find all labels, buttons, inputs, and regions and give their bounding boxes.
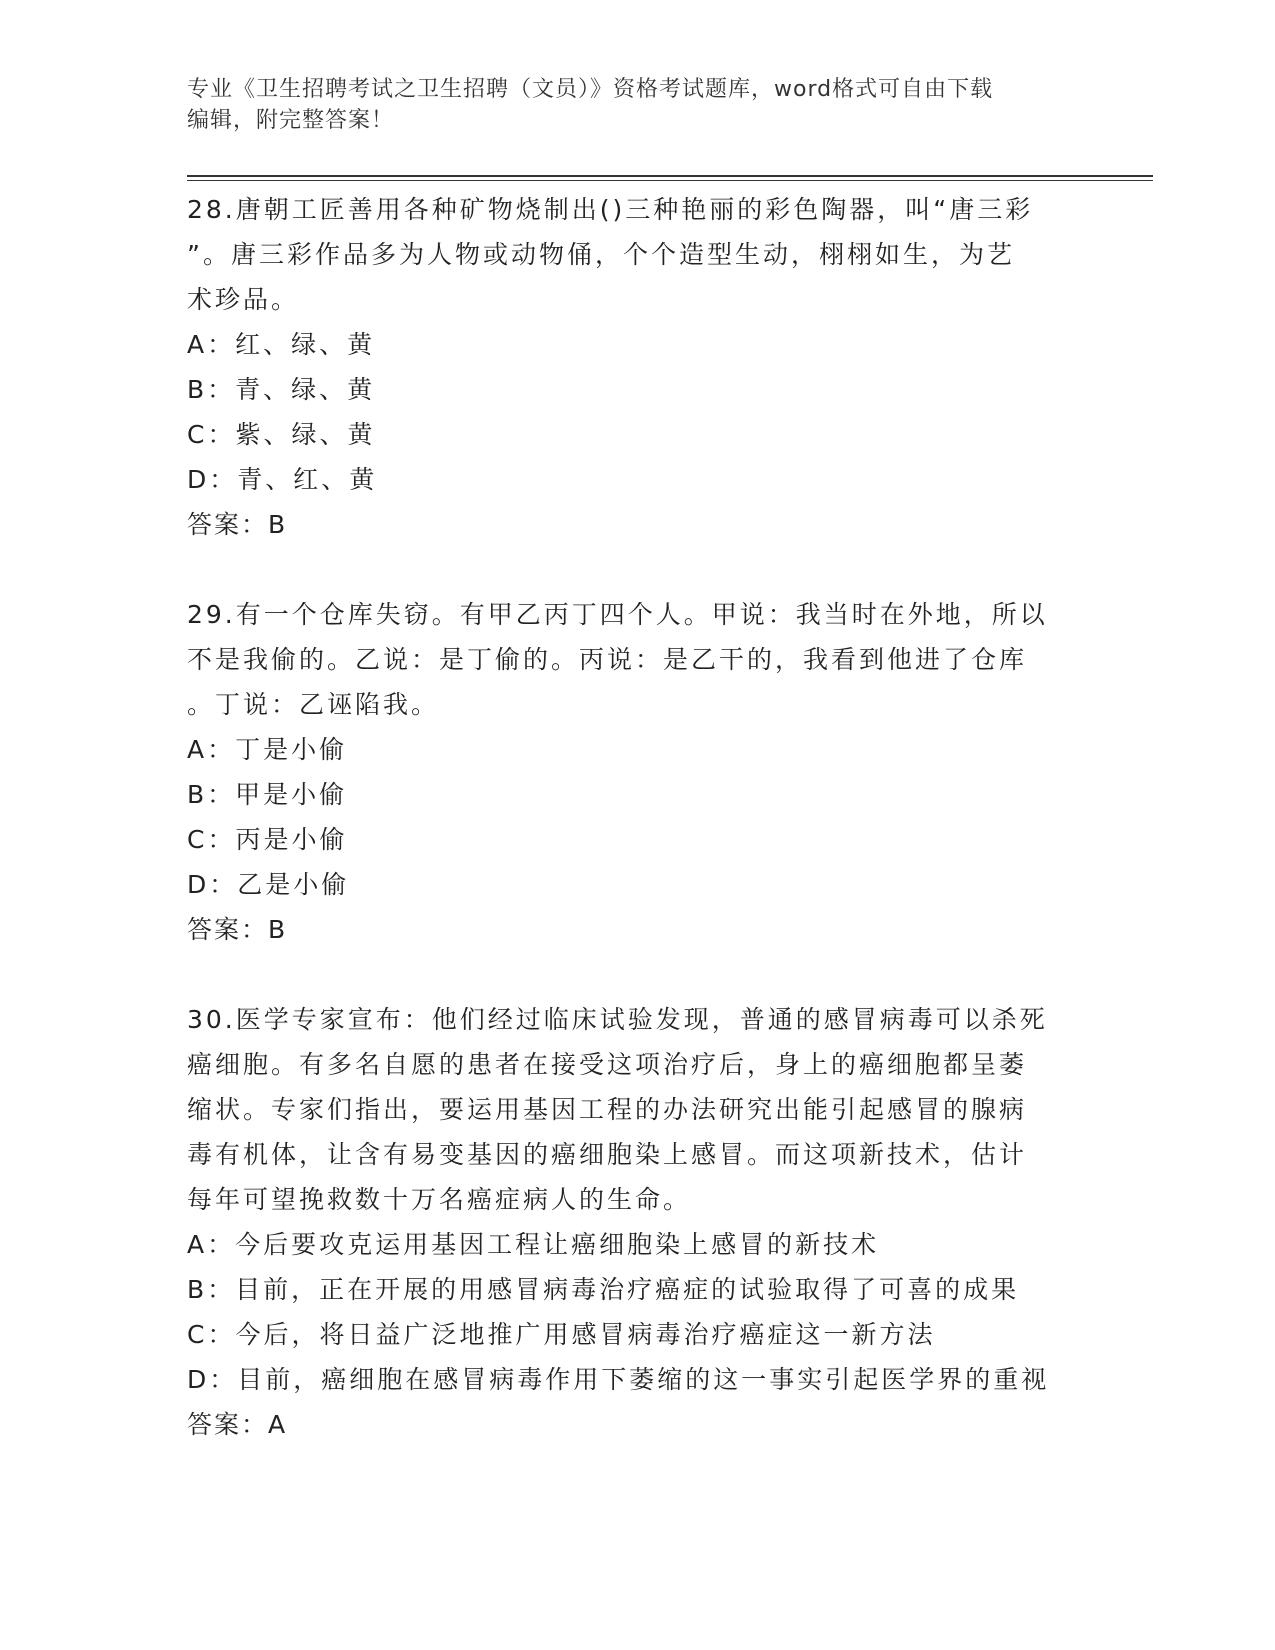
question-spacer	[187, 547, 1077, 592]
header-line-1: 专业《卫生招聘考试之卫生招聘（文员）》资格考试题库，word格式可自由下载	[187, 77, 994, 102]
option-a: A：今后要攻克运用基因工程让癌细胞染上感冒的新技术	[187, 1230, 880, 1259]
question-stem-line: 术珍品。	[187, 285, 300, 314]
question-stem-line: 毒有机体，让含有易变基因的癌细胞染上感冒。而这项新技术，估计	[187, 1140, 1028, 1169]
question-stem-line: 不是我偷的。乙说：是丁偷的。丙说：是乙干的，我看到他进了仓库	[187, 645, 1028, 674]
question-spacer	[187, 952, 1077, 997]
question-stem-line: ”。唐三彩作品多为人物或动物俑，个个造型生动，栩栩如生，为艺	[187, 240, 1015, 269]
option-a: A：红、绿、黄	[187, 330, 376, 359]
page-header	[187, 74, 1067, 136]
question-stem-line: 每年可望挽救数十万名癌症病人的生命。	[187, 1185, 692, 1214]
option-b: B：青、绿、黄	[187, 375, 376, 404]
question-stem-line: 29.有一个仓库失窃。有甲乙丙丁四个人。甲说：我当时在外地，所以	[187, 600, 1048, 629]
option-b: B：目前，正在开展的用感冒病毒治疗癌症的试验取得了可喜的成果	[187, 1275, 1020, 1304]
question-stem	[187, 592, 1077, 727]
question-30	[187, 997, 1077, 1447]
question-stem	[187, 187, 1077, 322]
question-stem-line: 癌细胞。有多名自愿的患者在接受这项治疗后，身上的癌细胞都呈萎	[187, 1050, 1028, 1079]
option-a: A：丁是小偷	[187, 735, 348, 764]
option-c: C：丙是小偷	[187, 825, 348, 854]
question-stem-line: 缩状。专家们指出，要运用基因工程的办法研究出能引起感冒的腺病	[187, 1095, 1028, 1124]
question-list	[187, 187, 1077, 1447]
answer-line: 答案：A	[187, 1410, 288, 1439]
header-line-2: 编辑，附完整答案！	[187, 108, 395, 133]
option-d: D：青、红、黄	[187, 465, 378, 494]
header-divider-thin	[187, 180, 1153, 181]
question-stem-line: 30.医学专家宣布：他们经过临床试验发现，普通的感冒病毒可以杀死	[187, 1005, 1048, 1034]
question-stem	[187, 997, 1077, 1222]
option-d: D：乙是小偷	[187, 870, 350, 899]
option-d: D：目前，癌细胞在感冒病毒作用下萎缩的这一事实引起医学界的重视	[187, 1365, 1050, 1394]
question-29	[187, 592, 1077, 952]
answer-line: 答案：B	[187, 915, 288, 944]
question-stem-line: 。丁说：乙诬陷我。	[187, 690, 440, 719]
answer-line: 答案：B	[187, 510, 288, 539]
option-c: C：今后，将日益广泛地推广用感冒病毒治疗癌症这一新方法	[187, 1320, 936, 1349]
header-divider-thick	[187, 175, 1153, 177]
option-b: B：甲是小偷	[187, 780, 348, 809]
question-28	[187, 187, 1077, 547]
option-c: C：紫、绿、黄	[187, 420, 376, 449]
question-stem-line: 28.唐朝工匠善用各种矿物烧制出()三种艳丽的彩色陶器，叫“唐三彩	[187, 195, 1034, 224]
